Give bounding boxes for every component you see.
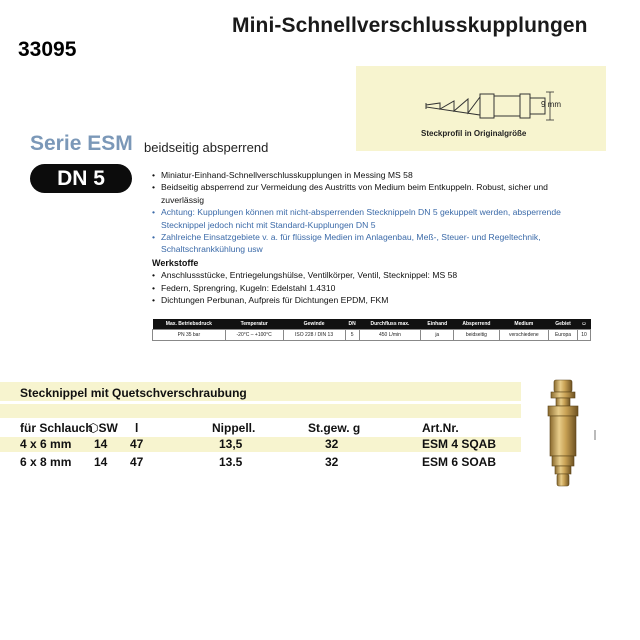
packaging-icon: ⛀: [577, 319, 590, 330]
spec-cell: ja: [421, 330, 454, 341]
table-cell: 47: [130, 455, 144, 469]
profile-caption: Steckprofil in Originalgröße: [421, 129, 527, 138]
material-item: • Dichtungen Perbunan, Aufpreis für Dichtungen EPDM, FKM: [152, 294, 592, 306]
parts-table-header: [0, 421, 521, 437]
stecknippel-product-photo: [526, 374, 606, 494]
profile-dimension: 9 mm: [541, 100, 561, 109]
spec-cell: 450 L/min: [359, 330, 421, 341]
column-header: St.gew. g: [308, 421, 361, 435]
page-number: 33095: [18, 38, 77, 61]
table-cell: 14: [94, 437, 108, 451]
spec-cell: 10: [577, 330, 590, 341]
spec-cell: ISO 228 / DIN 13: [283, 330, 345, 341]
series-subtitle: beidseitig absperrend: [144, 140, 269, 155]
table-row: [0, 437, 521, 452]
feature-item-note: • Achtung: Kupplungen können mit nicht-absperrenden Stecknippeln DN 5 gekuppelt werden, absperrende Stecknippel jedoch nicht mit Standard-Kupplungen DN 5: [152, 206, 592, 231]
spec-header: Durchfluss max.: [359, 319, 421, 330]
dn-badge: DN 5: [30, 164, 132, 193]
feature-list: [152, 169, 592, 306]
spec-header: Absperrend: [454, 319, 499, 330]
spec-table: [152, 319, 591, 341]
table-cell: 14: [94, 455, 108, 469]
spec-header: Gebiet: [549, 319, 578, 330]
section-heading: Stecknippel mit Quetschverschraubung: [20, 386, 247, 400]
spec-cell: -20°C – +100°C: [225, 330, 283, 341]
spec-header: Max. Betriebsdruck: [153, 319, 226, 330]
feature-item: • Miniatur-Einhand-Schnellverschlusskupplungen in Messing MS 58: [152, 169, 592, 181]
spec-cell: verschiedene: [499, 330, 548, 341]
spec-header: Temperatur: [225, 319, 283, 330]
section-divider: [0, 404, 521, 418]
table-cell: 6 x 8 mm: [20, 455, 72, 469]
table-cell: ESM 4 SQAB: [422, 437, 497, 451]
spec-cell: 5: [345, 330, 359, 341]
feature-item-note: • Zahlreiche Einsatzgebiete v. a. für flüssige Medien im Anlagenbau, Meß-, Steuer- und Regeltechnik, Schaltschrankkühlung usw: [152, 231, 592, 256]
spec-header: Gewinde: [283, 319, 345, 330]
table-row: [0, 455, 521, 470]
column-header: l: [135, 421, 139, 435]
table-cell: 13.5: [219, 455, 243, 469]
material-item: • Federn, Sprengring, Kugeln: Edelstahl 1.4310: [152, 282, 592, 294]
table-cell: ESM 6 SOAB: [422, 455, 497, 469]
spec-cell: PN 35 bar: [153, 330, 226, 341]
table-cell: 13,5: [219, 437, 243, 451]
spec-header: Einhand: [421, 319, 454, 330]
table-cell: 47: [130, 437, 144, 451]
wrench-size-header: ⬡SW: [88, 421, 118, 435]
column-header: Art.Nr.: [422, 421, 459, 435]
spec-value-row: [153, 330, 591, 341]
table-cell: 4 x 6 mm: [20, 437, 72, 451]
spec-cell: Europa: [549, 330, 578, 341]
table-cell: 32: [325, 437, 339, 451]
page-title: Mini-Schnellverschlusskupplungen: [232, 14, 588, 37]
spec-cell: beidseitig: [454, 330, 499, 341]
material-item: • Anschlussstücke, Entriegelungshülse, Ventilkörper, Ventil, Stecknippel: MS 58: [152, 269, 592, 281]
spec-header-row: [153, 319, 591, 330]
column-header: Nippell.: [212, 421, 256, 435]
materials-heading: Werkstoffe: [152, 257, 199, 268]
column-header: für Schlauch: [20, 421, 93, 435]
feature-item: • Beidseitig absperrend zur Vermeidung des Austritts von Medium beim Entkuppeln. Robust, sicher und zuverlässig: [152, 181, 592, 206]
series-title: Serie ESM: [30, 132, 133, 155]
spec-header: Medium: [499, 319, 548, 330]
spec-header: DN: [345, 319, 359, 330]
table-cell: 32: [325, 455, 339, 469]
